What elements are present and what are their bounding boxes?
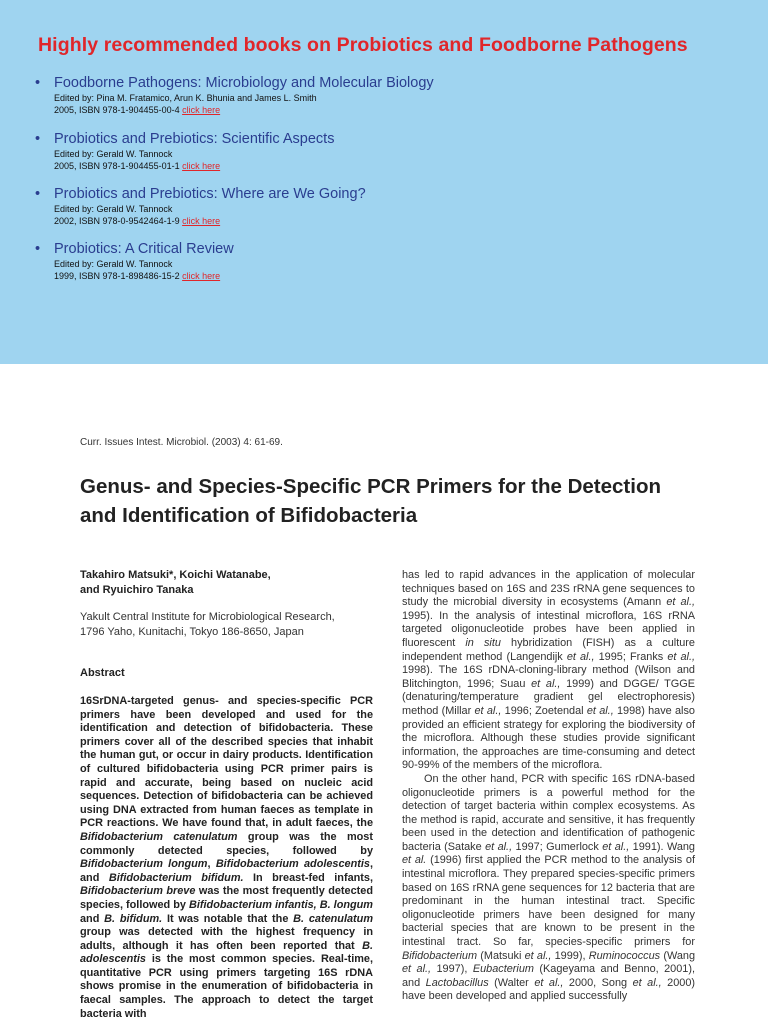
affiliation-line: 1796 Yaho, Kunitachi, Tokyo 186-8650, Japan (80, 626, 304, 638)
italic-text: Bifidobacterium bifidum. (108, 871, 244, 884)
book-item (35, 240, 735, 282)
italic-text: et al., (485, 840, 513, 853)
text-run: 1995; Franks (594, 650, 668, 663)
text-run: 2000, Song (563, 976, 633, 989)
text-run: (Wang (660, 949, 696, 962)
italic-text: et al., (524, 949, 552, 962)
affiliation-line: Yakult Central Institute for Microbiological Research, (80, 611, 335, 623)
body-paragraph (402, 569, 695, 773)
italic-text: et al., (474, 704, 502, 717)
italic-text: et al., (402, 963, 432, 976)
text-run: 16SrDNA-targeted genus- and species-specific PCR primers have been developed and used for the identification and detection of bifidobacteria. These primers cover all of the described species that inhabit the human gut, or occur in dairy products. Identification of cultured bifidobacteria using PCR primer pairs is rapid and accurate, being based on nucleic acid sequences. Detection of bifidobacteria can be achieved using DNA extracted from human faeces as template in PCR reactions. We have found that, in adult faeces, the (80, 695, 373, 830)
journal-citation: Curr. Issues Intest. Microbiol. (2003) 4: 61-69. (80, 437, 283, 448)
book-editors: Edited by: Pina M. Fratamico, Arun K. Bhunia and James L. Smith (54, 93, 317, 103)
body-text-column (402, 569, 695, 1004)
text-run: and (80, 912, 105, 925)
italic-text: et al., (666, 596, 695, 609)
text-run: group was the most commonly detected species, followed by (80, 830, 373, 857)
text-run: 1996; Zoetendal (501, 704, 587, 717)
text-run: 1999) and DGGE/ TGGE (denaturing/temperature gradient gel electrophoresis) method (Millar (402, 677, 695, 717)
italic-text: et al., (602, 840, 630, 853)
text-run: , and (80, 858, 373, 884)
text-run: was the most frequently detected species, followed by (80, 885, 373, 911)
text-run: 1997), (431, 963, 473, 976)
book-title: • Probiotics: A Critical Review (35, 241, 234, 257)
authors (80, 568, 271, 598)
click-here-link[interactable]: click here (182, 271, 221, 281)
text-run: (Kageyama and Benno, 2001), and (402, 963, 695, 989)
abstract-body (80, 695, 373, 1021)
book-item (35, 185, 735, 227)
recommended-books-banner (0, 0, 768, 364)
book-publication: 2005, ISBN 978-1-904455-00-4 click here (54, 105, 221, 115)
bullet-icon: • (35, 186, 41, 202)
text-run: hybridization (FISH) as a culture independent method (Langendijk (402, 636, 695, 663)
authors-line: Takahiro Matsuki*, Koichi Watanabe, (80, 569, 271, 581)
book-editors: Edited by: Gerald W. Tannock (54, 204, 173, 214)
book-title: • Foodborne Pathogens: Microbiology and Molecular Biology (35, 75, 434, 91)
text-run: group was detected with the highest frequency in adults, although it has often been reported that (80, 926, 373, 952)
text-run: 2000) have been developed and applied successfully (402, 976, 696, 1003)
banner-title: Highly recommended books on Probiotics and Foodborne Pathogens (38, 34, 688, 56)
affiliation (80, 610, 335, 640)
text-run: 1997; Gumerlock (512, 840, 603, 853)
book-title: • Probiotics and Prebiotics: Scientific Aspects (35, 131, 335, 147)
bullet-icon: • (35, 241, 41, 257)
bullet-icon: • (35, 131, 41, 147)
italic-text: Bifidobacterium infantis, B. longum (189, 898, 373, 911)
italic-text: et al. (402, 854, 427, 867)
book-title: • Probiotics and Prebiotics: Where are We Going? (35, 186, 366, 202)
italic-text: Bifidobacterium adolescentis (215, 858, 370, 871)
italic-text: Eubacterium (472, 963, 534, 976)
italic-text: B. adolescentis (80, 939, 373, 966)
text-run: is the most common species. Real-time, quantitative PCR using primers targeting 16S rDNA shows promise in the enumeration of bifidobacteria in faecal samples. The approach to detect the target bacteria with (80, 953, 373, 1020)
book-item (35, 130, 735, 172)
italic-text: et al., (667, 650, 696, 663)
authors-line: and Ryuichiro Tanaka (80, 584, 194, 596)
italic-text: Bifidobacterium breve (80, 885, 196, 898)
italic-text: et al., (534, 976, 564, 989)
text-run: 1998). The 16S rDNA-cloning-library method (Wilson and Blitchington, 1996; Suau (402, 664, 695, 690)
click-here-link[interactable]: click here (182, 216, 221, 226)
italic-text: Bifidobacterium longum (80, 858, 208, 871)
text-run: 1999), (551, 949, 589, 962)
italic-text: et al., (586, 704, 614, 717)
italic-text: Bifidobacterium (402, 949, 478, 962)
paper-title: Genus- and Species-Specific PCR Primers for the Detection and Identification of Bifidobacteria (80, 475, 661, 527)
italic-text: Lactobacillus (425, 976, 489, 989)
italic-text: in situ (465, 636, 501, 649)
italic-text: et al., (531, 677, 561, 690)
book-editors: Edited by: Gerald W. Tannock (54, 259, 173, 269)
italic-text: Bifidobacterium catenulatum (80, 830, 238, 843)
text-run: (1996) first applied the PCR method to the analysis of intestinal microflora. They prepared species-specific primers based on 16S rRNA gene sequences for 12 bacteria that are predominant in the human intestinal tract. Specific oligonucleotide primers have been designed for many bacterial species that are known to be present in the intestinal tract. So far, species-specific primers for (402, 854, 695, 949)
text-run: In breast-fed infants, (243, 871, 373, 884)
bullet-icon: • (35, 75, 41, 91)
text-run: It was notable that the (162, 912, 294, 925)
italic-text: B. bifidum. (104, 912, 163, 925)
book-publication: 2005, ISBN 978-1-904455-01-1 click here (54, 161, 221, 171)
text-run: (Walter (488, 976, 535, 989)
click-here-link[interactable]: click here (182, 105, 221, 115)
text-run: 1998) have also provided an efficient strategy for exploring the biodiversity of the microflora. Although these studies provide significant information, the approaches are time-consuming and detect 90-99% of the members of the microflora. (402, 704, 695, 772)
text-run: has led to rapid advances in the application of molecular techniques based on 16S and 23S rRNA gene sequences to study the microbial diversity in ecosystems (Amann (402, 569, 695, 609)
italic-text: Ruminococcus (588, 949, 661, 962)
abstract-heading: Abstract (80, 667, 125, 679)
text-run: , (207, 858, 216, 871)
italic-text: et al., (632, 976, 662, 989)
text-run: On the other hand, PCR with specific 16S rDNA-based oligonucleotide primers is a powerful method for the detection of target bacteria within complex ecosystems. As the method is rapid, accurate and sensitive, it has frequently been used in the detection and identification of pathogenic bacteria (Satake (402, 772, 695, 853)
body-paragraph (402, 773, 695, 1004)
book-publication: 1999, ISBN 978-1-898486-15-2 click here (54, 271, 221, 281)
text-run: (Matsuki (477, 949, 525, 962)
text-run: 1991). Wang (629, 840, 695, 853)
book-editors: Edited by: Gerald W. Tannock (54, 149, 173, 159)
book-publication: 2002, ISBN 978-0-9542464-1-9 click here (54, 216, 221, 226)
italic-text: B. catenulatum (293, 912, 373, 925)
italic-text: et al., (566, 650, 595, 663)
click-here-link[interactable]: click here (182, 161, 221, 171)
book-item (35, 74, 735, 116)
text-run: 1995). In the analysis of intestinal microflora, 16S rRNA targeted oligonucleotide probes have been applied in fluorescent (402, 609, 695, 649)
